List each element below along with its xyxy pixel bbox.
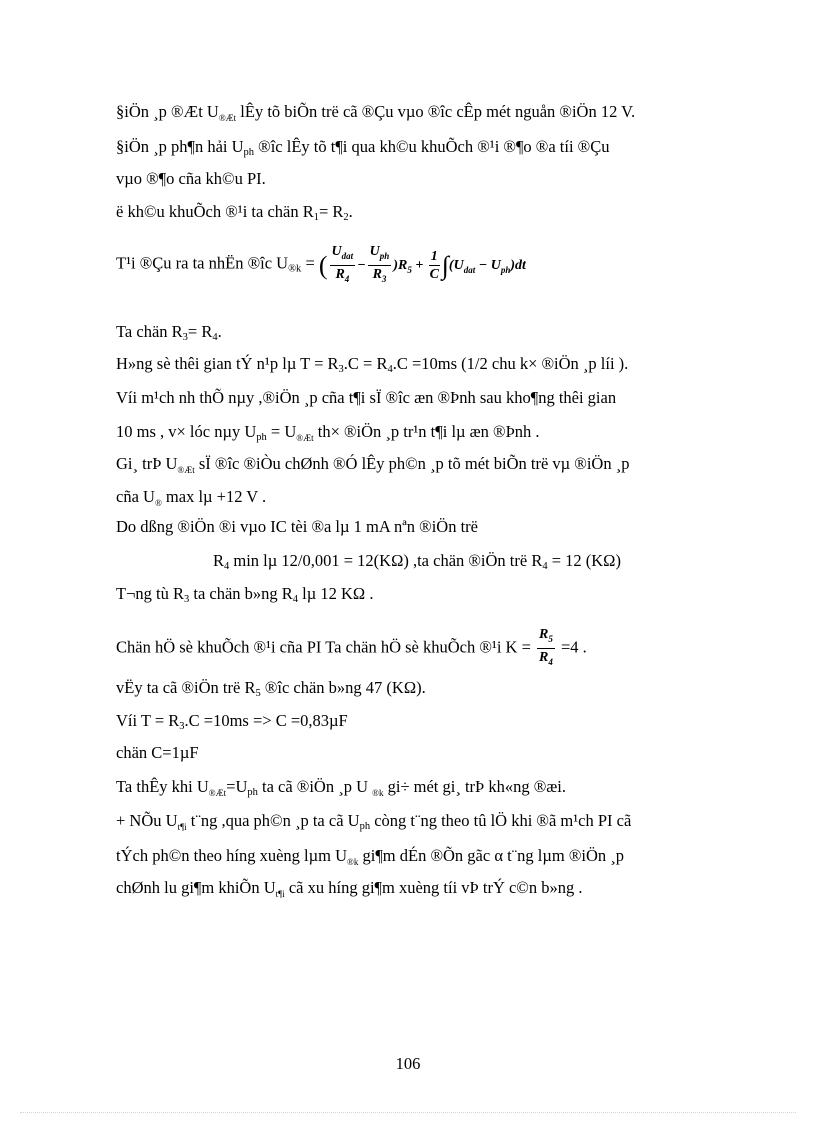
line-1: §iÖn ¸p ®Æt $U_{®Æt}$ lÊy tõ biÕn trë cã ®Çu vµo ®îc cÊp mét nguån ®iÖn 12 V. — [116, 102, 636, 123]
line-5-formula: T¹i ®Çu ra ta nhËn ®îc $U_{®k}$ = ( $\frac{U_{dat}}{R_4}$ − $\frac{U_{ph}}{R_3}$ )$R_5$ + $\frac{1}{C}$ $\int(U_{dat} - U_{ph})dt$ — [116, 243, 526, 288]
line-7: H»ng sè thêi gian tÝ n¹p lµ $T = R_3.C = R_4.C =10ms$ (1/2 chu k× ®iÖn ¸p líi ). — [116, 354, 629, 375]
line-22: chØnh lu gi¶m khiÕn $U_{t\P i}$ cã xu híng gi¶m xuèng tíi vÞ trÝ c©n b»ng . — [116, 878, 583, 899]
line-13: $R_4$ min lµ 12/0,001 = 12(KΩ) ,ta chän ®iÖn trë $R_4 = 12$ (KΩ) — [213, 551, 621, 572]
fraction-uph-r3: $\frac{U_{ph}}{R_3}$ — [369, 244, 390, 284]
line-16: vËy ta cã ®iÖn trë $R_5$ ®îc chän b»ng 47 (KΩ). — [116, 678, 426, 699]
fraction-r5-r4: $\frac{R_5}{R_4}$ — [539, 627, 553, 667]
line-3: vµo ®¶o cña kh©u PI. — [116, 169, 266, 188]
line-15-gain: Chän hÖ sè khuÕch ®¹i cña PI Ta chän hÖ sè khuÕch ®¹i K = $\frac{R_5}{R_4}$ =4 . — [116, 626, 587, 671]
page-number: 106 — [395, 1054, 421, 1073]
pi-output-formula: ( $\frac{U_{dat}}{R_4}$ − $\frac{U_{ph}}{R_3}$ )$R_5$ + $\frac{1}{C}$ $\int(U_{dat} - U_{ph})dt$ — [319, 258, 526, 273]
line-14: T¬ng tù $R_3$ ta chän b»ng $R_4$ lµ 12 KΩ . — [116, 584, 374, 605]
line-21: tÝch ph©n theo híng xuèng lµm $U_{®k}$ gi¶m dÉn ®Õn gãc α t¨ng lµm ®iÖn ¸p — [116, 846, 625, 867]
line-8: Víi m¹ch nh thÕ nµy ,®iÖn ¸p cña t¶i sÏ ®îc æn ®Þnh sau kho¶ng thêi gian — [116, 388, 617, 407]
line-18: chän C=1µF — [116, 743, 199, 762]
line-10: Gi¸ trÞ $U_{®Æt}$ sÏ ®îc ®iÒu chØnh ®Ó lÊy ph©n ¸p tõ mét biÕn trë vµ ®iÖn ¸p — [116, 454, 630, 475]
line-6: Ta chän $R_3= R_4$. — [116, 322, 222, 343]
line-17: Víi $T = R_3.C =10ms => C =0,83\mu F$ — [116, 711, 348, 732]
line-20: + NÕu $U_{t\P i}$ t¨ng ,qua ph©n ¸p ta cã $U_{ph}$ còng t¨ng theo tû lÖ khi ®ã m¹ch PI cã — [116, 811, 632, 832]
line-19: Ta thÊy khi $U_{®Æt}=U_{ph}$ ta cã ®iÖn ¸p U $_{®k}$ gi÷ mét gi¸ trÞ kh«ng ®æi. — [116, 777, 566, 798]
line-12: Do dßng ®iÖn ®i vµo IC tèi ®a lµ 1 mA nªn ®iÖn trë — [116, 517, 478, 536]
fraction-udat-r4: $\frac{U_{dat}}{R_4}$ — [331, 244, 354, 284]
line-11: cña $U_®$ max lµ +12 V . — [116, 487, 267, 508]
line-4: ë kh©u khuÕch ®¹i ta chän $R_1= R_2$. — [116, 202, 353, 223]
line-9: 10 ms , v× lóc nµy $U_{ph} = U_{®Æt}$ th× ®iÖn ¸p tr¹n t¶i lµ æn ®Þnh . — [116, 422, 540, 443]
page-bottom-divider — [20, 1112, 796, 1113]
line-2: §iÖn ¸p ph¶n hải $U_{ph}$ ®îc lÊy tõ t¶i qua kh©u khuÕch ®¹i ®¶o ®a tíi ®Çu — [116, 137, 610, 158]
integral-symbol: ∫ — [441, 250, 449, 280]
fraction-one-c: $\frac{1}{C}$ — [429, 249, 439, 282]
